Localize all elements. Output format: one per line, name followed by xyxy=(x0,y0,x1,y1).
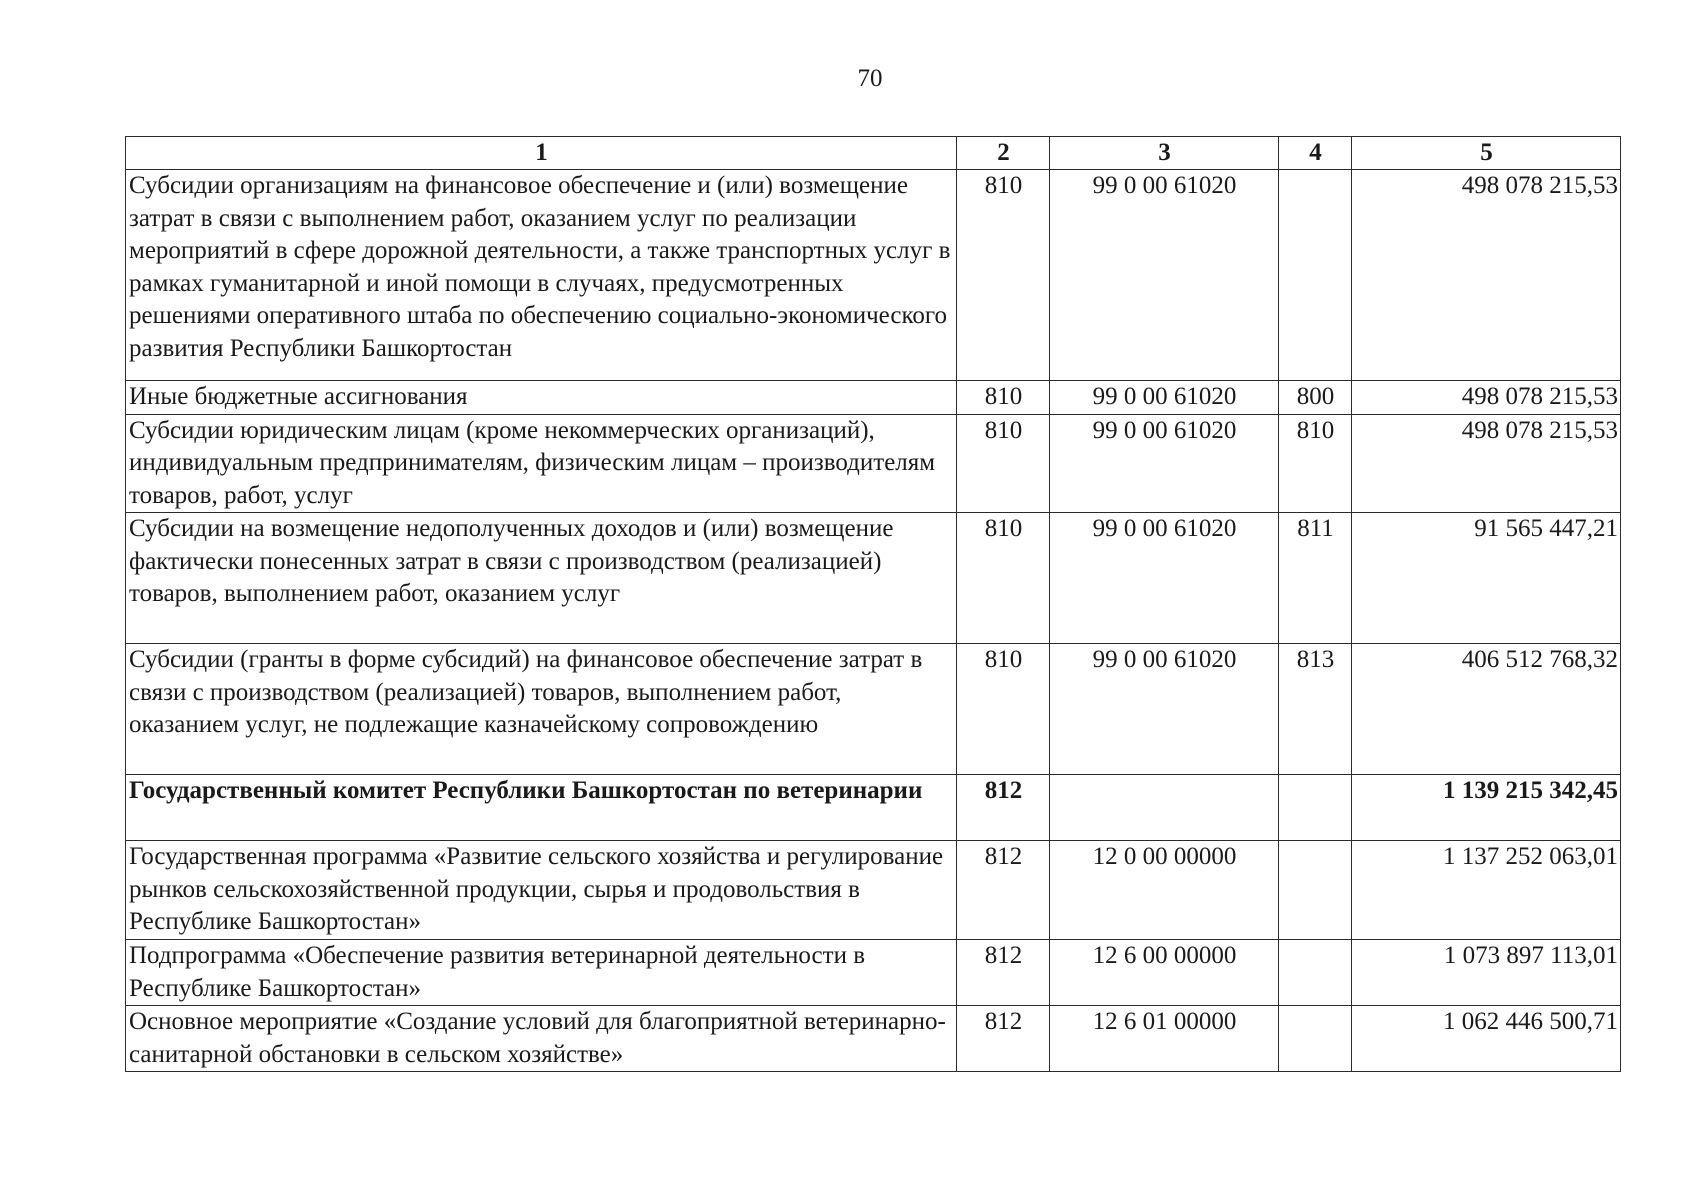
row-amount-cell: 1 062 446 500,71 xyxy=(1352,1006,1621,1072)
row-target-cell: 99 0 00 61020 xyxy=(1050,513,1279,644)
row-target-cell: 12 0 00 00000 xyxy=(1050,841,1279,940)
table-row xyxy=(126,940,1621,1006)
table-row xyxy=(126,170,1621,381)
row-target-cell: 99 0 00 61020 xyxy=(1050,381,1279,415)
column-header-ministry: 2 xyxy=(957,137,1050,170)
row-name-cell: Субсидии на возмещение недополученных доходов и (или) возмещение фактически понесенных затрат в связи с производством (реализацией) товаров, выполнением работ, оказанием услуг xyxy=(126,513,957,644)
table-row-section-heading xyxy=(126,775,1621,841)
row-expense-type-cell xyxy=(1279,940,1352,1006)
row-amount-cell: 498 078 215,53 xyxy=(1352,381,1621,415)
row-expense-type-cell xyxy=(1279,775,1352,841)
table-row xyxy=(126,414,1621,513)
page-number: 70 xyxy=(857,65,883,92)
column-header-amount: 5 xyxy=(1352,137,1621,170)
row-name-cell: Субсидии (гранты в форме субсидий) на финансовое обеспечение затрат в связи с производством (реализацией) товаров, выполнением работ, оказанием услуг, не подлежащие казначейскому сопровождению xyxy=(126,644,957,775)
row-amount-cell: 498 078 215,53 xyxy=(1352,170,1621,381)
table-row xyxy=(126,381,1621,415)
row-name-cell: Государственная программа «Развитие сельского хозяйства и регулирование рынков сельскохозяйственной продукции, сырья и продовольствия в Республике Башкортостан» xyxy=(126,841,957,940)
table-row xyxy=(126,644,1621,775)
row-target-cell: 12 6 00 00000 xyxy=(1050,940,1279,1006)
row-ministry-cell: 810 xyxy=(957,170,1050,381)
row-name-cell: Основное мероприятие «Создание условий для благоприятной ветеринарно-санитарной обстановки в сельском хозяйстве» xyxy=(126,1006,957,1072)
row-name-cell: Подпрограмма «Обеспечение развития ветеринарной деятельности в Республике Башкортостан» xyxy=(126,940,957,1006)
row-amount-cell: 1 139 215 342,45 xyxy=(1352,775,1621,841)
row-ministry-cell: 810 xyxy=(957,513,1050,644)
table-row xyxy=(126,1006,1621,1072)
row-target-cell: 99 0 00 61020 xyxy=(1050,170,1279,381)
row-amount-cell: 1 073 897 113,01 xyxy=(1352,940,1621,1006)
row-expense-type-cell: 810 xyxy=(1279,414,1352,513)
row-amount-cell: 498 078 215,53 xyxy=(1352,414,1621,513)
row-amount-cell: 1 137 252 063,01 xyxy=(1352,841,1621,940)
table-header-row xyxy=(126,137,1621,170)
column-header-name: 1 xyxy=(126,137,957,170)
row-target-cell xyxy=(1050,775,1279,841)
row-expense-type-cell xyxy=(1279,170,1352,381)
column-header-target: 3 xyxy=(1050,137,1279,170)
row-ministry-cell: 812 xyxy=(957,1006,1050,1072)
row-amount-cell: 406 512 768,32 xyxy=(1352,644,1621,775)
row-target-cell: 99 0 00 61020 xyxy=(1050,414,1279,513)
row-ministry-cell: 810 xyxy=(957,381,1050,415)
row-name-cell: Иные бюджетные ассигнования xyxy=(126,381,957,415)
row-expense-type-cell xyxy=(1279,841,1352,940)
row-name-cell: Государственный комитет Республики Башкортостан по ветеринарии xyxy=(126,775,957,841)
row-name-cell: Субсидии юридическим лицам (кроме некоммерческих организаций), индивидуальным предпринимателям, физическим лицам – производителям товаров, работ, услуг xyxy=(126,414,957,513)
row-target-cell: 99 0 00 61020 xyxy=(1050,644,1279,775)
row-ministry-cell: 810 xyxy=(957,644,1050,775)
row-expense-type-cell: 811 xyxy=(1279,513,1352,644)
row-target-cell: 12 6 01 00000 xyxy=(1050,1006,1279,1072)
row-amount-cell: 91 565 447,21 xyxy=(1352,513,1621,644)
table-row xyxy=(126,841,1621,940)
budget-table xyxy=(125,136,1621,1072)
row-expense-type-cell: 800 xyxy=(1279,381,1352,415)
row-name-cell: Субсидии организациям на финансовое обеспечение и (или) возмещение затрат в связи с выполнением работ, оказанием услуг по реализации мероприятий в сфере дорожной деятельности, а также транспортных услуг в рамках гуманитарной и иной помощи в случаях, предусмотренных решениями оперативного штаба по обеспечению социально-экономического развития Республики Башкортостан xyxy=(126,170,957,381)
row-ministry-cell: 812 xyxy=(957,940,1050,1006)
row-expense-type-cell xyxy=(1279,1006,1352,1072)
row-ministry-cell: 812 xyxy=(957,841,1050,940)
column-header-expense-type: 4 xyxy=(1279,137,1352,170)
row-ministry-cell: 810 xyxy=(957,414,1050,513)
table-row xyxy=(126,513,1621,644)
row-expense-type-cell: 813 xyxy=(1279,644,1352,775)
row-ministry-cell: 812 xyxy=(957,775,1050,841)
